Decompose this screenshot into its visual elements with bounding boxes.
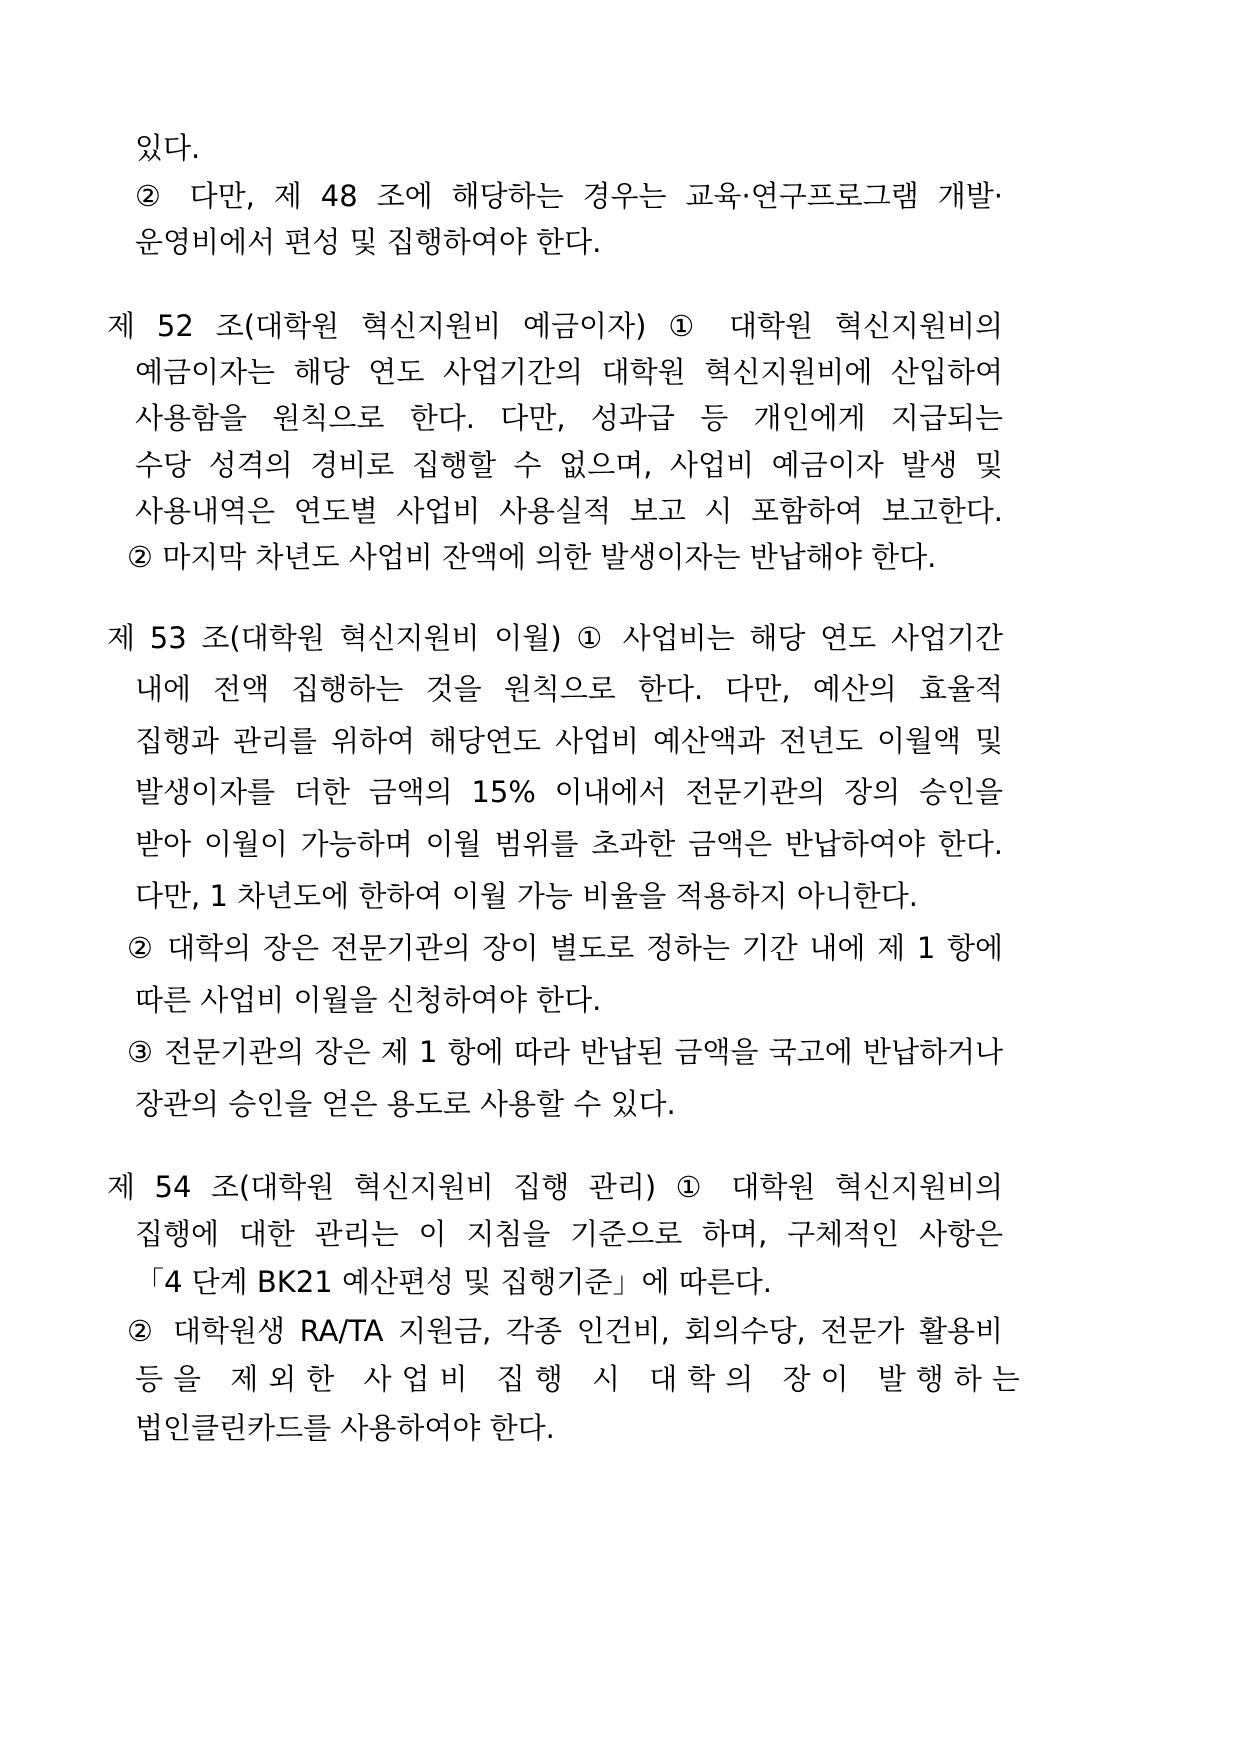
article-53-line: 따른 사업비 이월을 신청하여야 한다. xyxy=(135,983,602,1017)
article-53-clause-3: ③ 전문기관의 장은 제 1 항에 따라 반납된 금액을 국고에 반납하거나 xyxy=(127,1035,1003,1069)
article-53-line: 내에 전액 집행하는 것을 원칙으로 한다. 다만, 예산의 효율적 xyxy=(135,672,1003,706)
article-54-clause-2: ② 대학원생 RA/TA 지원금, 각종 인건비, 회의수당, 전문가 활용비 xyxy=(127,1314,1003,1348)
article-52-heading: 제 52 조(대학원 혁신지원비 예금이자) ① 대학원 혁신지원비의 xyxy=(107,309,1003,343)
article-54-line: 집행에 대한 관리는 이 지침을 기준으로 하며, 구체적인 사항은 xyxy=(135,1217,1003,1251)
article-54-line: 법인클린카드를 사용하여야 한다. xyxy=(135,1411,555,1445)
intro-line-2: ② 다만, 제 48 조에 해당하는 경우는 교육·연구프로그램 개발· xyxy=(135,179,1003,213)
article-52-line: 수당 성격의 경비로 집행할 수 없으며, 사업비 예금이자 발생 및 xyxy=(135,448,1003,482)
article-53-line: 받아 이월이 가능하며 이월 범위를 초과한 금액은 반납하여야 한다. xyxy=(135,827,1003,861)
intro-line-3: 운영비에서 편성 및 집행하여야 한다. xyxy=(135,225,602,259)
article-52-line: 사용내역은 연도별 사업비 사용실적 보고 시 포함하여 보고한다. xyxy=(135,494,1003,528)
article-52-line: 사용함을 원칙으로 한다. 다만, 성과급 등 개인에게 지급되는 xyxy=(135,401,1003,435)
article-53-line: 다만, 1 차년도에 한하여 이월 가능 비율을 적용하지 아니한다. xyxy=(135,879,918,913)
article-53-heading: 제 53 조(대학원 혁신지원비 이월) ① 사업비는 해당 연도 사업기간 xyxy=(107,621,1003,655)
article-54-line: 등을 제외한 사업비 집행 시 대학의 장이 발행하는 xyxy=(135,1362,1030,1396)
article-53-clause-2: ② 대학의 장은 전문기관의 장이 별도로 정하는 기간 내에 제 1 항에 xyxy=(127,931,1003,965)
article-53-line: 집행과 관리를 위하여 해당연도 사업비 예산액과 전년도 이월액 및 xyxy=(135,724,1003,758)
article-54-line: 「4 단계 BK21 예산편성 및 집행기준」에 따른다. xyxy=(135,1265,773,1299)
article-52-line: 예금이자는 해당 연도 사업기간의 대학원 혁신지원비에 산입하여 xyxy=(135,355,1003,389)
article-53-line: 장관의 승인을 얻은 용도로 사용할 수 있다. xyxy=(135,1087,676,1121)
intro-line-1: 있다. xyxy=(135,131,201,165)
article-53-line: 발생이자를 더한 금액의 15% 이내에서 전문기관의 장의 승인을 xyxy=(135,775,1003,809)
article-54-heading: 제 54 조(대학원 혁신지원비 집행 관리) ① 대학원 혁신지원비의 xyxy=(107,1170,1003,1204)
article-52-clause-2: ② 마지막 차년도 사업비 잔액에 의한 발생이자는 반납해야 한다. xyxy=(127,540,937,574)
